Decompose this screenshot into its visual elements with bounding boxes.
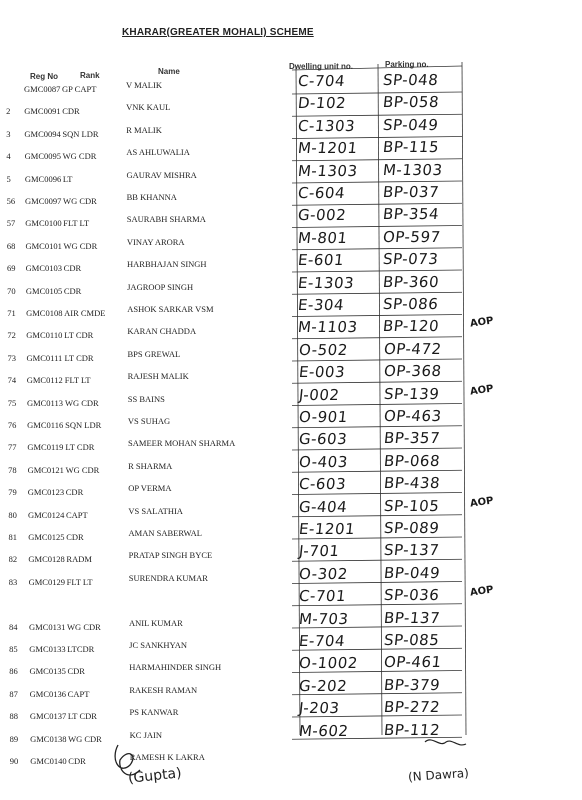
row-reg-no: GMC0096 xyxy=(24,173,62,184)
row-parking: BP-272 xyxy=(383,698,442,717)
row-dwelling-unit: J-203 xyxy=(298,699,341,718)
row-rank: CAPT xyxy=(65,509,88,520)
row-rank: FLT LT xyxy=(66,576,93,587)
row-parking: SP-137 xyxy=(382,541,441,560)
row-parking: OP-597 xyxy=(382,227,442,246)
row-parking: M-1303 xyxy=(382,160,444,179)
row-parking: BP-357 xyxy=(382,429,441,448)
signature-left-text: (Gupta) xyxy=(127,765,183,787)
row-parking: OP-472 xyxy=(382,339,443,358)
row-reg-no: GMC0108 xyxy=(26,308,63,318)
row-note: AOP xyxy=(469,383,495,398)
row-parking: OP-461 xyxy=(383,653,443,672)
row-rank: RADM xyxy=(66,554,92,565)
row-reg-no: GMC0133 xyxy=(29,644,66,654)
row-name: VNK KAUL xyxy=(126,102,171,113)
row-reg-no: GMC0137 xyxy=(29,711,67,722)
row-reg-no: GMC0103 xyxy=(25,263,63,274)
row-name: OP VERMA xyxy=(128,483,172,494)
row-name: ASHOK SARKAR VSM xyxy=(127,304,214,314)
row-reg-no: GMC0119 xyxy=(27,442,64,453)
row-dwelling-unit: G-404 xyxy=(297,497,348,516)
row-parking: SP-105 xyxy=(382,496,441,515)
row-rank: LT xyxy=(62,173,73,184)
row-reg-no: GMC0125 xyxy=(28,532,65,542)
row-reg-no: GMC0138 xyxy=(30,733,67,744)
row-rank: LT CDR xyxy=(67,711,97,722)
row-name: SAURABH SHARMA xyxy=(126,214,206,225)
row-dwelling-unit: O-1002 xyxy=(298,654,359,673)
row-reg-no: GMC0110 xyxy=(26,330,63,341)
row-sno: 68 xyxy=(6,240,16,251)
row-sno: 56 xyxy=(6,196,16,206)
row-reg-no: GMC0116 xyxy=(27,420,64,430)
row-dwelling-unit: E-1201 xyxy=(297,520,356,538)
row-name: HARBHAJAN SINGH xyxy=(127,259,207,270)
row-name: AMAN SABERWAL xyxy=(128,528,202,538)
row-dwelling-unit: E-003 xyxy=(297,363,346,382)
row-name: SURENDRA KUMAR xyxy=(128,572,208,583)
row-sno: 75 xyxy=(7,397,17,408)
row-rank: GP CAPT xyxy=(62,84,97,94)
row-rank: WG CDR xyxy=(64,397,99,408)
row-parking: SP-073 xyxy=(382,250,440,269)
row-rank: WG CDR xyxy=(68,733,102,744)
row-sno: 57 xyxy=(6,218,16,229)
row-name: AS AHLUWALIA xyxy=(126,147,190,158)
row-sno: 76 xyxy=(7,420,17,430)
row-name: V MALIK xyxy=(126,80,162,90)
row-parking: BP-360 xyxy=(382,272,441,291)
row-name: KARAN CHADDA xyxy=(127,326,197,337)
row-reg-no: GMC0123 xyxy=(27,487,65,498)
row-parking: SP-086 xyxy=(382,295,440,313)
row-reg-no: GMC0135 xyxy=(29,666,66,677)
row-rank: SQN LDR xyxy=(65,420,102,430)
row-rank: AIR CMDE xyxy=(64,308,106,318)
header-parking: Parking no. xyxy=(385,60,429,69)
row-name: SAMEER MOHAN SHARMA xyxy=(128,438,236,449)
row-parking: BP-068 xyxy=(382,451,441,470)
row-note: AOP xyxy=(469,495,495,510)
row-name: VS SUHAG xyxy=(127,416,171,426)
row-parking: SP-089 xyxy=(382,519,441,537)
row-reg-no: GMC0100 xyxy=(25,218,62,229)
header-reg-no: Reg No xyxy=(30,72,58,81)
row-name: PRATAP SINGH BYCE xyxy=(128,550,213,561)
row-name: BPS GREWAL xyxy=(127,348,181,359)
row-reg-no: GMC0131 xyxy=(29,621,66,632)
row-sno: 82 xyxy=(8,554,18,565)
row-sno: 2 xyxy=(6,106,11,117)
row-rank: WG CDR xyxy=(63,240,98,251)
row-name: RAMESH K LAKRA xyxy=(129,752,205,762)
row-dwelling-unit: G-202 xyxy=(298,676,349,695)
row-dwelling-unit: O-403 xyxy=(297,452,349,471)
row-sno: 3 xyxy=(6,128,11,139)
row-dwelling-unit: O-302 xyxy=(297,564,349,583)
row-name: SS BAINS xyxy=(127,393,165,404)
row-dwelling-unit: M-1103 xyxy=(297,318,359,337)
row-parking: BP-049 xyxy=(382,563,441,582)
row-sno: 88 xyxy=(9,711,19,722)
row-parking: SP-048 xyxy=(382,71,440,89)
row-parking: BP-115 xyxy=(382,138,441,157)
row-sno: 87 xyxy=(9,688,18,699)
page-title: KHARAR(GREATER MOHALI) SCHEME xyxy=(122,27,314,38)
row-reg-no: GMC0129 xyxy=(28,576,65,587)
row-reg-no: GMC0091 xyxy=(24,106,61,117)
row-sno: 77 xyxy=(8,442,17,453)
row-parking: BP-354 xyxy=(382,205,441,224)
header-dwelling-unit: Dwelling unit no. xyxy=(289,62,353,71)
row-rank: LT CDR xyxy=(64,352,94,363)
row-note: AOP xyxy=(469,315,495,330)
row-dwelling-unit: J-701 xyxy=(297,542,341,561)
row-rank: WG CDR xyxy=(65,464,100,475)
row-name: GAURAV MISHRA xyxy=(126,169,197,180)
row-reg-no: GMC0124 xyxy=(27,509,65,520)
row-reg-no: GMC0111 xyxy=(26,352,63,363)
row-dwelling-unit: D-102 xyxy=(297,94,348,113)
row-sno: 4 xyxy=(6,151,11,162)
row-rank: LT CDR xyxy=(64,330,94,341)
row-dwelling-unit: C-604 xyxy=(297,184,347,202)
row-sno: 72 xyxy=(7,330,16,341)
row-reg-no: GMC0136 xyxy=(29,688,67,699)
row-sno: 86 xyxy=(9,666,18,677)
row-rank: CDR xyxy=(62,106,80,117)
row-reg-no: GMC0087 xyxy=(24,84,61,94)
row-sno: 78 xyxy=(8,464,17,475)
row-name: JC SANKHYAN xyxy=(129,640,187,650)
row-parking: OP-463 xyxy=(382,407,443,425)
row-reg-no: GMC0097 xyxy=(25,196,62,206)
row-dwelling-unit: E-304 xyxy=(297,296,346,314)
row-parking: BP-120 xyxy=(382,317,441,336)
row-name: VINAY ARORA xyxy=(126,236,185,247)
row-name: KC JAIN xyxy=(129,729,162,740)
row-reg-no: GMC0113 xyxy=(26,397,63,408)
row-dwelling-unit: M-602 xyxy=(298,721,350,740)
row-dwelling-unit: C-1303 xyxy=(297,116,357,135)
row-sno: 83 xyxy=(8,576,18,587)
row-parking: SP-049 xyxy=(382,115,440,134)
header-rank: Rank xyxy=(80,71,100,80)
row-reg-no: GMC0105 xyxy=(25,285,63,296)
row-note: AOP xyxy=(469,584,495,599)
row-reg-no: GMC0094 xyxy=(24,128,61,139)
row-name: ANIL KUMAR xyxy=(129,617,183,628)
row-dwelling-unit: O-901 xyxy=(297,408,349,426)
row-parking: OP-368 xyxy=(382,362,443,381)
row-rank: WG CDR xyxy=(62,151,97,162)
row-sno: 90 xyxy=(9,756,19,766)
row-parking: BP-137 xyxy=(383,608,442,627)
row-rank: CAPT xyxy=(67,688,90,699)
row-name: R MALIK xyxy=(126,124,162,135)
row-dwelling-unit: M-1201 xyxy=(297,139,359,158)
signature-right-text: (N Dawra) xyxy=(407,765,470,785)
row-rank: CDR xyxy=(67,666,85,677)
row-dwelling-unit: O-502 xyxy=(297,340,349,359)
row-parking: SP-139 xyxy=(382,384,440,403)
row-dwelling-unit: E-601 xyxy=(297,251,346,270)
row-sno: 79 xyxy=(8,487,17,498)
row-dwelling-unit: E-704 xyxy=(298,632,347,650)
row-parking: SP-085 xyxy=(383,631,441,649)
row-sno: 81 xyxy=(8,532,18,542)
row-sno: 73 xyxy=(7,352,16,363)
row-name: RAKESH RAMAN xyxy=(129,684,198,695)
row-reg-no: GMC0121 xyxy=(27,464,64,475)
row-dwelling-unit: G-002 xyxy=(297,206,348,225)
row-sno: 5 xyxy=(6,173,11,184)
row-rank: CDR xyxy=(65,487,84,498)
row-dwelling-unit: M-1303 xyxy=(297,161,359,180)
row-dwelling-unit: G-603 xyxy=(297,430,348,449)
row-rank: WG CDR xyxy=(67,621,101,632)
row-parking: SP-036 xyxy=(383,586,441,605)
row-reg-no: GMC0140 xyxy=(30,756,67,766)
row-reg-no: GMC0095 xyxy=(24,151,61,162)
row-dwelling-unit: C-603 xyxy=(297,475,347,494)
row-dwelling-unit: J-002 xyxy=(297,385,340,404)
row-dwelling-unit: M-801 xyxy=(297,228,349,247)
row-sno: 89 xyxy=(9,733,19,744)
row-parking: BP-058 xyxy=(382,93,441,112)
row-name: RAJESH MALIK xyxy=(127,371,189,382)
row-sno: 85 xyxy=(9,644,18,654)
row-rank: LTCDR xyxy=(67,644,95,654)
row-sno: 70 xyxy=(7,285,16,296)
row-name: JAGROOP SINGH xyxy=(127,281,194,292)
row-sno: 69 xyxy=(7,263,16,274)
row-name: PS KANWAR xyxy=(129,707,179,718)
row-sno: 74 xyxy=(7,375,17,386)
row-sno: 84 xyxy=(9,621,18,632)
row-dwelling-unit: C-701 xyxy=(298,587,347,606)
row-rank: LT CDR xyxy=(65,442,95,453)
row-dwelling-unit: E-1303 xyxy=(297,273,356,292)
row-name: R SHARMA xyxy=(128,460,173,471)
row-parking: BP-379 xyxy=(383,675,442,694)
header-name: Name xyxy=(158,67,180,76)
row-rank: CDR xyxy=(63,263,82,274)
row-parking: BP-112 xyxy=(383,720,442,739)
row-sno: 71 xyxy=(7,308,16,318)
row-name: HARMAHINDER SINGH xyxy=(129,662,222,673)
row-name: VS SALATHIA xyxy=(128,505,183,516)
row-parking: BP-037 xyxy=(382,183,441,201)
row-rank: FLT LT xyxy=(63,218,90,229)
row-rank: CDR xyxy=(63,285,82,296)
row-rank: FLT LT xyxy=(64,375,91,386)
row-sno: 80 xyxy=(8,509,17,520)
row-reg-no: GMC0128 xyxy=(28,554,65,565)
row-rank: SQN LDR xyxy=(62,128,99,139)
row-reg-no: GMC0112 xyxy=(26,375,63,386)
row-name: BB KHANNA xyxy=(126,192,177,202)
row-rank: CDR xyxy=(66,532,84,542)
row-reg-no: GMC0101 xyxy=(25,240,62,251)
row-parking: BP-438 xyxy=(382,474,441,493)
row-rank: CDR xyxy=(68,756,86,766)
row-rank: WG CDR xyxy=(63,196,97,206)
row-dwelling-unit: C-704 xyxy=(297,72,346,90)
row-dwelling-unit: M-703 xyxy=(298,609,350,628)
